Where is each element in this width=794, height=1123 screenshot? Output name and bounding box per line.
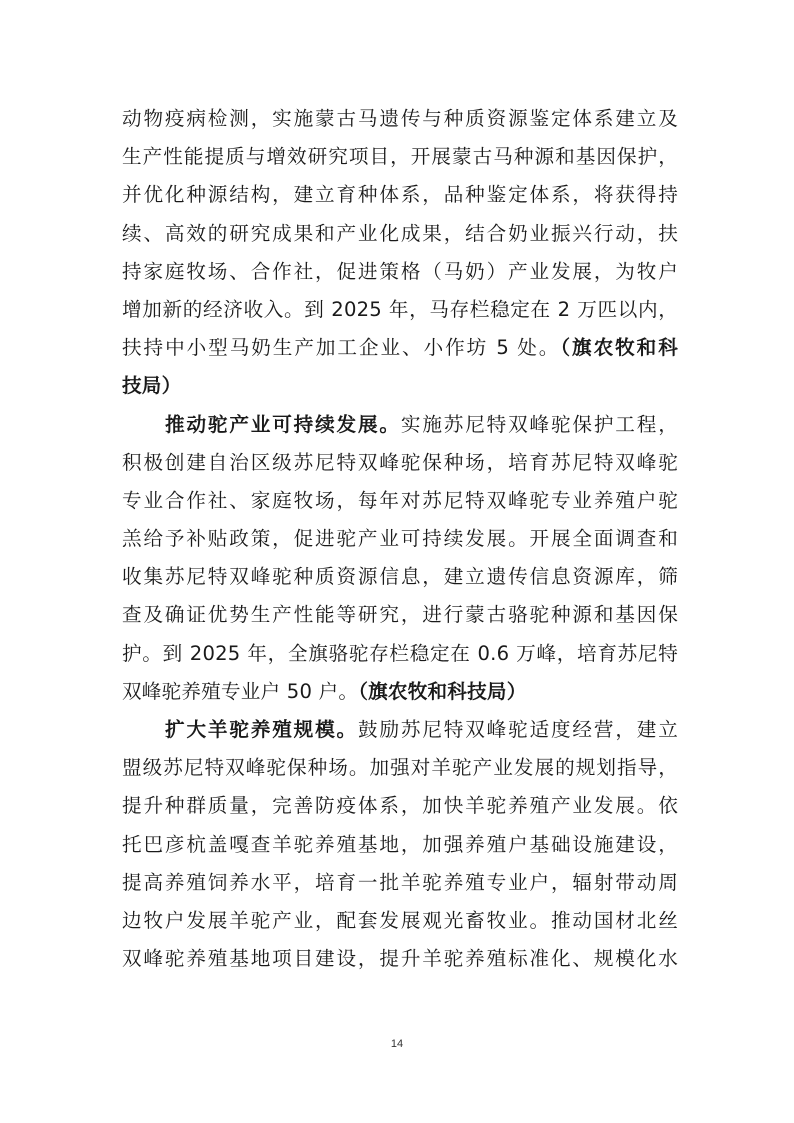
text-line	[122, 520, 678, 558]
paragraph-heading: 推动驼产业可持续发展。	[165, 412, 401, 436]
text-line	[122, 826, 678, 864]
text-line	[122, 940, 678, 978]
line-text: 专业合作社、家庭牧场，每年对苏尼特双峰驼专业养殖户驼	[122, 488, 678, 512]
line-text: 提升种群质量，完善防疫体系，加快羊驼养殖产业发展。依	[122, 794, 678, 818]
line-text: 并优化种源结构，建立育种体系，品种鉴定体系，将获得持	[122, 183, 678, 207]
text-line	[122, 291, 678, 329]
text-line	[122, 482, 678, 520]
line-text: 双峰驼养殖基地项目建设，提升羊驼养殖标准化、规模化水	[122, 947, 678, 971]
paragraph-heading: 扩大羊驼养殖规模。	[165, 718, 358, 741]
text-line	[122, 444, 678, 482]
text-line	[122, 176, 678, 214]
text-line	[122, 787, 678, 825]
department-attribution: （旗农牧和科技局）	[358, 679, 527, 703]
line-text: 边牧户发展羊驼产业，配套发展观光畜牧业。推动国材北丝	[122, 908, 678, 932]
line-text: 鼓励苏尼特双峰驼适度经营，建立	[358, 718, 678, 741]
text-line	[122, 711, 678, 749]
text-line	[122, 673, 678, 711]
line-text: 续、高效的研究成果和产业化成果，结合奶业振兴行动，扶	[122, 221, 678, 245]
text-line	[122, 864, 678, 902]
line-text: 托巴彦杭盖嘎查羊驼养殖基地，加强养殖户基础设施建设，	[122, 832, 678, 856]
text-line	[122, 253, 678, 291]
text-line	[122, 558, 678, 596]
text-line	[122, 329, 678, 367]
line-text: 盟级苏尼特双峰驼保种场。加强对羊驼产业发展的规划指导，	[122, 756, 678, 780]
line-text: 增加新的经济收入。到 2025 年，马存栏稳定在 2 万匹以内，	[122, 297, 678, 321]
line-text: 双峰驼养殖专业户 50 户。	[122, 679, 359, 703]
department-attribution: （旗农牧和科	[560, 336, 678, 360]
text-line	[122, 635, 678, 673]
line-text: 持家庭牧场、合作社，促进策格（马奶）产业发展，为牧户	[122, 259, 678, 283]
line-text: 积极创建自治区级苏尼特双峰驼保种场，培育苏尼特双峰驼	[122, 450, 678, 474]
text-line	[122, 406, 678, 444]
line-text: 羔给予补贴政策，促进驼产业可持续发展。开展全面调查和	[122, 527, 678, 551]
text-line	[122, 749, 678, 787]
text-line	[122, 367, 678, 405]
body-text	[122, 100, 678, 978]
page-number: 14	[390, 1038, 404, 1050]
line-text: 生产性能提质与增效研究项目，开展蒙古马种源和基因保护，	[122, 145, 678, 169]
line-text: 收集苏尼特双峰驼种质资源信息，建立遗传信息资源库，筛	[122, 565, 678, 589]
line-text: 护。到 2025 年，全旗骆驼存栏稳定在 0.6 万峰，培育苏尼特	[122, 641, 678, 665]
line-text: 实施苏尼特双峰驼保护工程，	[400, 412, 678, 436]
line-text: 查及确证优势生产性能等研究，进行蒙古骆驼种源和基因保	[122, 603, 678, 627]
text-line	[122, 138, 678, 176]
department-attribution: 技局）	[122, 374, 182, 398]
text-line	[122, 902, 678, 940]
text-line	[122, 596, 678, 634]
line-text: 动物疫病检测，实施蒙古马遗传与种质资源鉴定体系建立及	[122, 107, 678, 130]
line-text: 扶持中小型马奶生产加工企业、小作坊 5 处。	[122, 336, 561, 360]
text-line	[122, 215, 678, 253]
line-text: 提高养殖饲养水平，培育一批羊驼养殖专业户，辐射带动周	[122, 870, 678, 894]
text-line	[122, 100, 678, 138]
